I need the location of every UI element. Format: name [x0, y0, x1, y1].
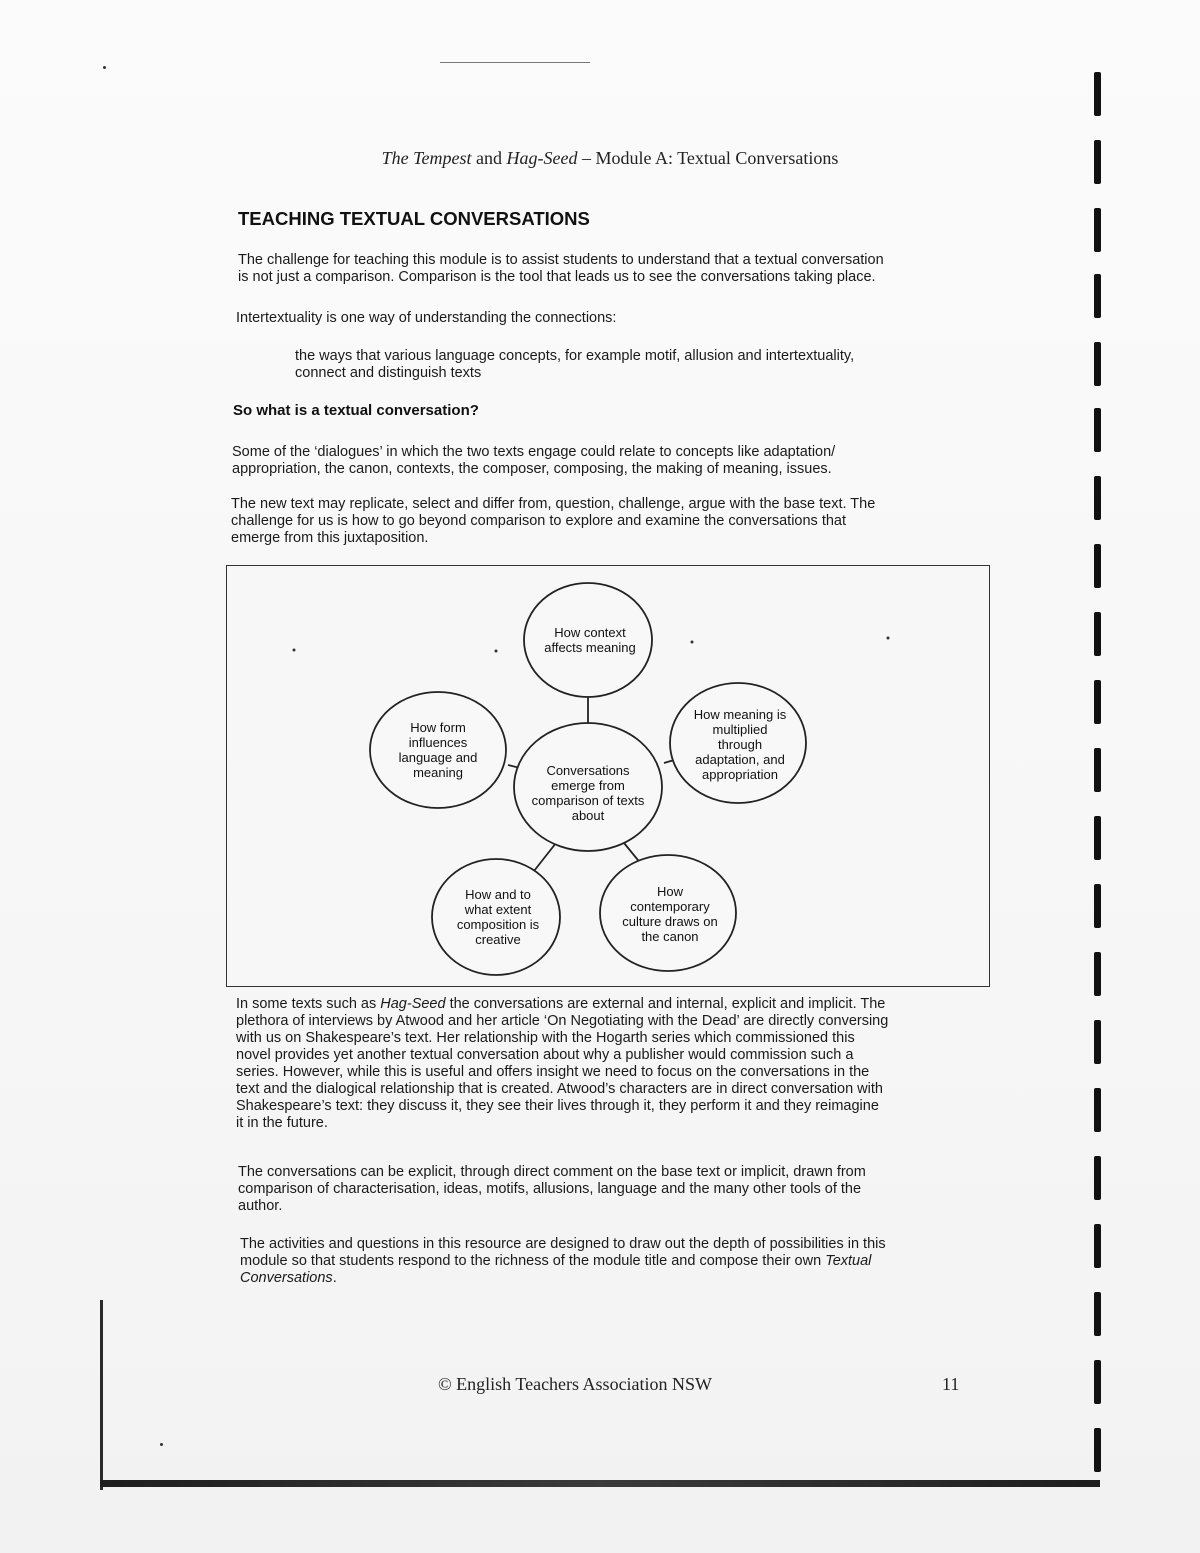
text-line: The conversations can be explicit, through direct comment on the base text or implicit, drawn from [238, 1164, 866, 1180]
header-and: and [471, 148, 507, 168]
binding-ring [1094, 1428, 1101, 1472]
text-line: comparison of characterisation, ideas, motifs, allusions, language and the many other tools of the [238, 1181, 862, 1197]
text-line: the ways that various language concepts, for example motif, allusion and intertextuality, [295, 348, 855, 364]
top-rule [440, 62, 590, 63]
text-line: The new text may replicate, select and differ from, question, challenge, argue with the base text. The [231, 496, 876, 512]
node-label-left: How form influences language and meaning [398, 720, 478, 780]
running-header [0, 148, 1200, 169]
subheading: So what is a textual conversation? [233, 402, 479, 419]
section-title: TEACHING TEXTUAL CONVERSATIONS [238, 208, 590, 229]
italic-title: Hag-Seed [380, 996, 446, 1012]
text-line [240, 1253, 886, 1270]
text-line: Shakespeare’s text: they discuss it, they see their lives through it, they perform it and they reimagine [236, 1098, 879, 1114]
text-line [240, 1270, 886, 1287]
binding-ring [1094, 884, 1101, 928]
binding-ring [1094, 1020, 1101, 1064]
text-line: challenge for us is how to go beyond comparison to explore and examine the conversations that [231, 513, 847, 529]
text-line: The activities and questions in this resource are designed to draw out the depth of possibilities in this [240, 1236, 886, 1252]
text-line: emerge from this juxtaposition. [231, 530, 429, 546]
text-line: series. However, while this is useful and offers insight we need to focus on the conversations in the [236, 1064, 870, 1080]
text-line: it in the future. [236, 1115, 328, 1131]
binding-ring [1094, 816, 1101, 860]
header-rest: – Module A: Textual Conversations [577, 148, 839, 168]
binding-ring [1094, 408, 1101, 452]
intro-paragraph [238, 252, 884, 286]
text-span: module so that students respond to the richness of the module title and compose their own [240, 1253, 826, 1269]
speck [160, 1443, 163, 1446]
speck [691, 641, 694, 644]
speck [293, 649, 296, 652]
binding-ring [1094, 612, 1101, 656]
explicit-implicit-paragraph [238, 1164, 866, 1215]
spiral-binding [1090, 60, 1110, 1500]
node-label-bottom-left: How and to what extent composition is creative [456, 887, 540, 947]
dialogues-paragraph [232, 444, 835, 478]
text-line: plethora of interviews by Atwood and her article ‘On Negotiating with the Dead’ are directly conversing [236, 1013, 889, 1029]
text-span: In some texts such as [236, 996, 381, 1012]
text-line: Some of the ‘dialogues’ in which the two texts engage could relate to concepts like adaptation/ [232, 444, 836, 460]
binding-ring [1094, 274, 1101, 318]
binding-ring [1094, 1224, 1101, 1268]
binding-ring [1094, 72, 1101, 116]
text-line: text and the dialogical relationship that is created. Atwood’s characters are in direct conversation with [236, 1081, 883, 1097]
atwood-paragraph [236, 996, 888, 1132]
connector-bottom-left [534, 843, 556, 871]
node-label-top: How context affects meaning [544, 625, 636, 655]
text-line: connect and distinguish texts [295, 365, 482, 381]
binding-ring [1094, 544, 1101, 588]
page-edge-left [100, 1300, 103, 1490]
text-span: the conversations are external and internal, explicit and implicit. The [445, 996, 886, 1012]
activities-paragraph [240, 1236, 886, 1287]
text-line: The challenge for teaching this module is to assist students to understand that a textual conversation [238, 252, 884, 268]
binding-ring [1094, 1360, 1101, 1404]
intertextuality-line: Intertextuality is one way of understanding the connections: [236, 310, 617, 326]
binding-ring [1094, 1088, 1101, 1132]
page-number: 11 [942, 1374, 960, 1394]
speck [887, 637, 890, 640]
text-line: appropriation, the canon, contexts, the composer, composing, the making of meaning, issues. [232, 461, 832, 477]
text-line: author. [238, 1198, 283, 1214]
text-line: novel provides yet another textual conversation about why a publisher would commission such a [236, 1047, 854, 1063]
text-span: . [332, 1270, 337, 1286]
new-text-paragraph [231, 496, 875, 547]
node-label-bottom-right: How contemporary culture draws on the canon [622, 884, 718, 944]
italic-title: Conversations [240, 1270, 333, 1286]
node-label-center: Conversations emerge from comparison of texts about [531, 763, 645, 823]
quoted-syllabus-text [295, 348, 854, 382]
italic-title: Textual [825, 1253, 872, 1269]
header-italic-2: Hag-Seed [506, 148, 578, 168]
binding-ring [1094, 342, 1101, 386]
text-line [236, 996, 888, 1013]
footer-copyright: © English Teachers Association NSW [438, 1374, 713, 1394]
node-label-right: How meaning is multiplied through adaptation, and appropriation [693, 706, 787, 782]
speck [103, 66, 106, 69]
speck [495, 650, 498, 653]
binding-ring [1094, 680, 1101, 724]
binding-ring [1094, 208, 1101, 252]
binding-ring [1094, 1156, 1101, 1200]
binding-ring [1094, 1292, 1101, 1336]
header-italic-1: The Tempest [381, 148, 472, 168]
page-edge-bottom [100, 1480, 1100, 1487]
binding-ring [1094, 748, 1101, 792]
binding-ring [1094, 476, 1101, 520]
text-line: is not just a comparison. Comparison is the tool that leads us to see the conversations taking place. [238, 269, 876, 285]
binding-ring [1094, 952, 1101, 996]
text-line: with us on Shakespeare’s text. Her relationship with the Hogarth series which commissioned this [236, 1030, 855, 1046]
